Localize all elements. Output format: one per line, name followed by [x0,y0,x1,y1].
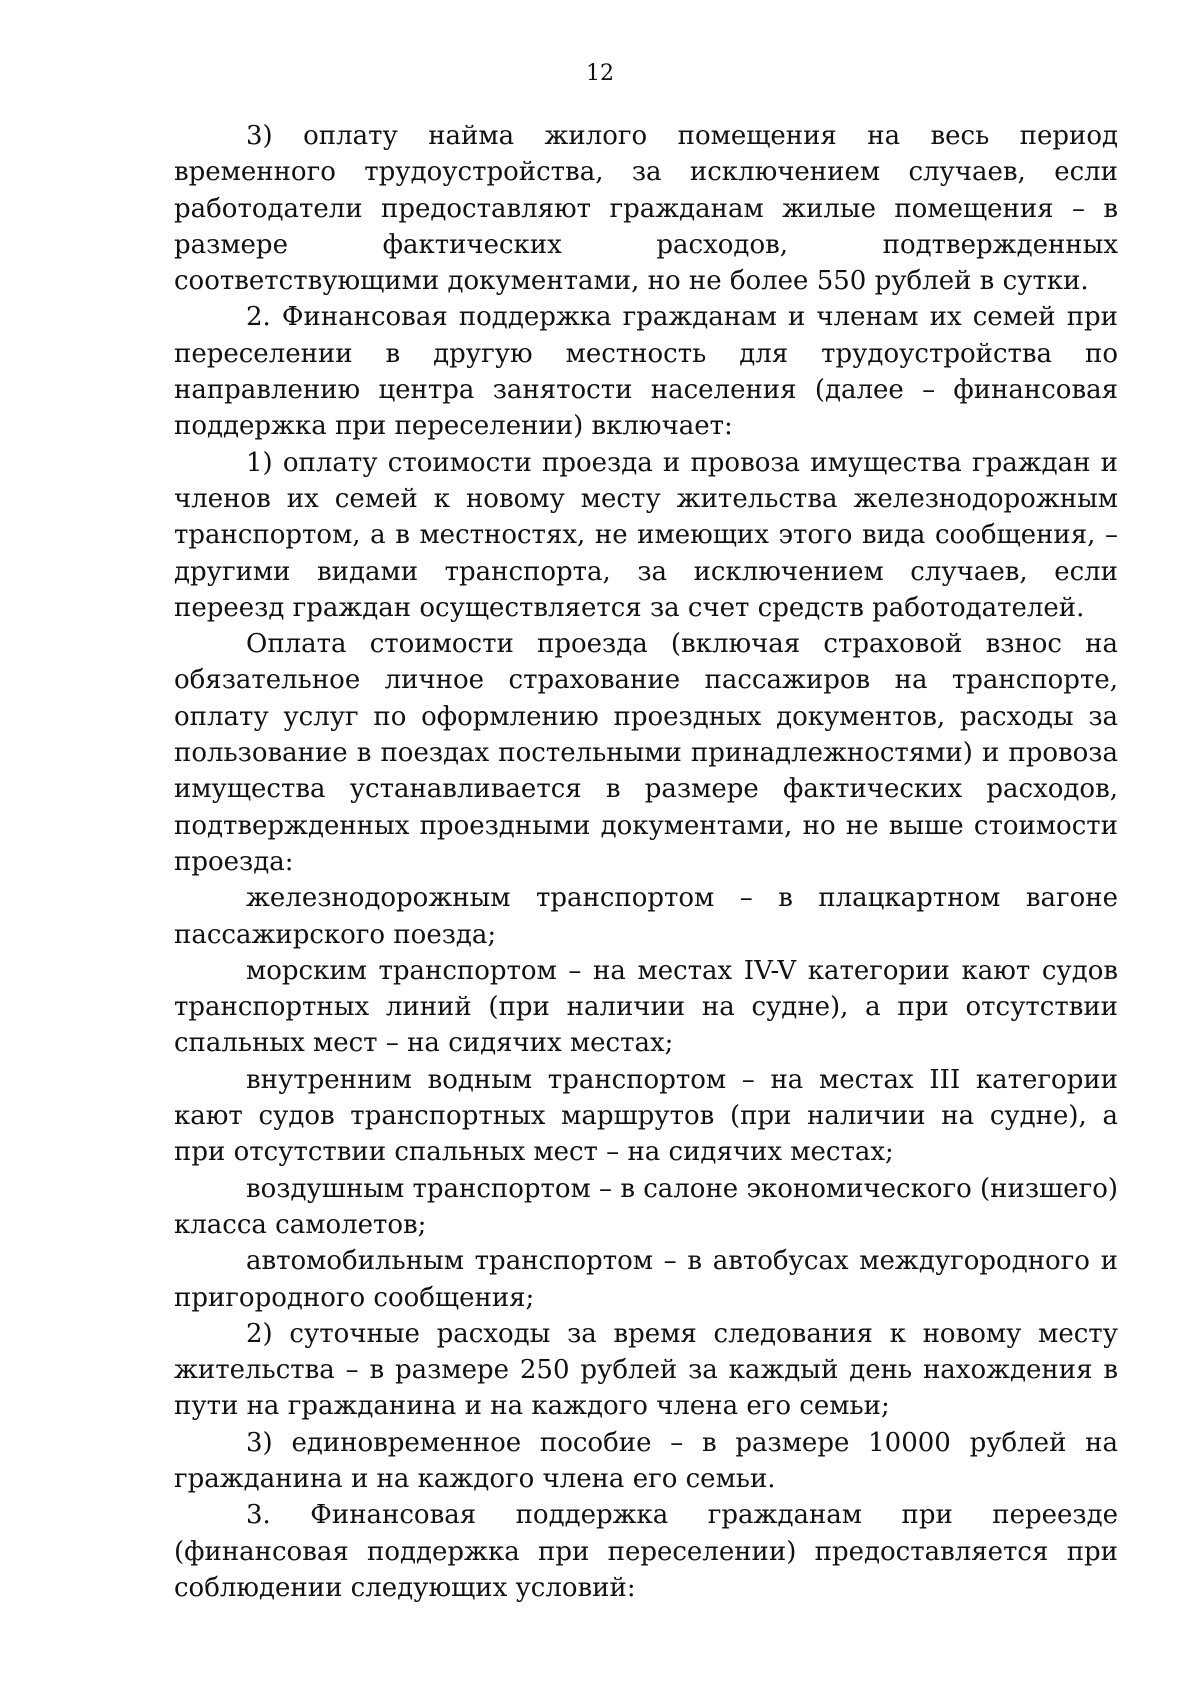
paragraph-travel-cost-rules: Оплата стоимости проезда (включая страховой взнос на обязательное личное страхование пассажиров на транспорте, оплату услуг по оформлению проездных документов, расходы за пользование в поездах постельными принадлежностями) и провоза имущества устанавливается в размере фактических расходов, подтвержденных проездными документами, но не выше стоимости проезда: [174,629,1118,877]
paragraph-sea-transport: морским транспортом – на местах IV-V категории кают судов транспортных линий (при наличии на судне), а при отсутствии спальных мест – на сидячих местах; [174,955,1118,1059]
paragraph-air-transport: воздушным транспортом – в салоне экономического (низшего) класса самолетов; [174,1173,1118,1240]
document-body [174,118,1118,1606]
paragraph-travel-payment: 1) оплату стоимости проезда и провоза имущества граждан и членов их семей к новому месту жительства железнодорожным транспортом, а в местностях, не имеющих этого вида сообщения, – другими видами транспорта, за исключением случаев, если переезд граждан осуществляется за счет средств работодателей. [174,447,1118,623]
paragraph-lump-sum-payment: 3) единовременное пособие – в размере 10000 рублей на гражданина и на каждого члена его семьи. [174,1427,1118,1494]
page-number: 12 [586,61,614,86]
paragraph-inland-water-transport: внутренним водным транспортом – на местах III категории кают судов транспортных маршрутов (при наличии на судне), а при отсутствии спальных мест – на сидячих местах; [174,1064,1118,1168]
paragraph-relocation-support: 2. Финансовая поддержка гражданам и членам их семей при переселении в другую местность для трудоустройства по направлению центра занятости населения (далее – финансовая поддержка при переселении) включает: [174,302,1118,442]
paragraph-rail-transport: железнодорожным транспортом – в плацкартном вагоне пассажирского поезда; [174,883,1118,950]
paragraph-daily-allowance: 2) суточные расходы за время следования к новому месту жительства – в размере 250 рублей за каждый день нахождения в пути на гражданина и на каждого члена его семьи; [174,1318,1118,1422]
paragraph-road-transport: автомобильным транспортом – в автобусах междугородного и пригородного сообщения; [174,1246,1118,1313]
paragraph-housing-rent: 3) оплату найма жилого помещения на весь период временного трудоустройства, за исключением случаев, если работодатели предоставляют гражданам жилые помещения – в размере фактических расходов, подтвержденных соответствующими документами, но не более 550 рублей в сутки. [174,121,1118,297]
paragraph-support-conditions: 3. Финансовая поддержка гражданам при переезде (финансовая поддержка при переселении) предоставляется при соблюдении следующих условий: [174,1500,1118,1603]
